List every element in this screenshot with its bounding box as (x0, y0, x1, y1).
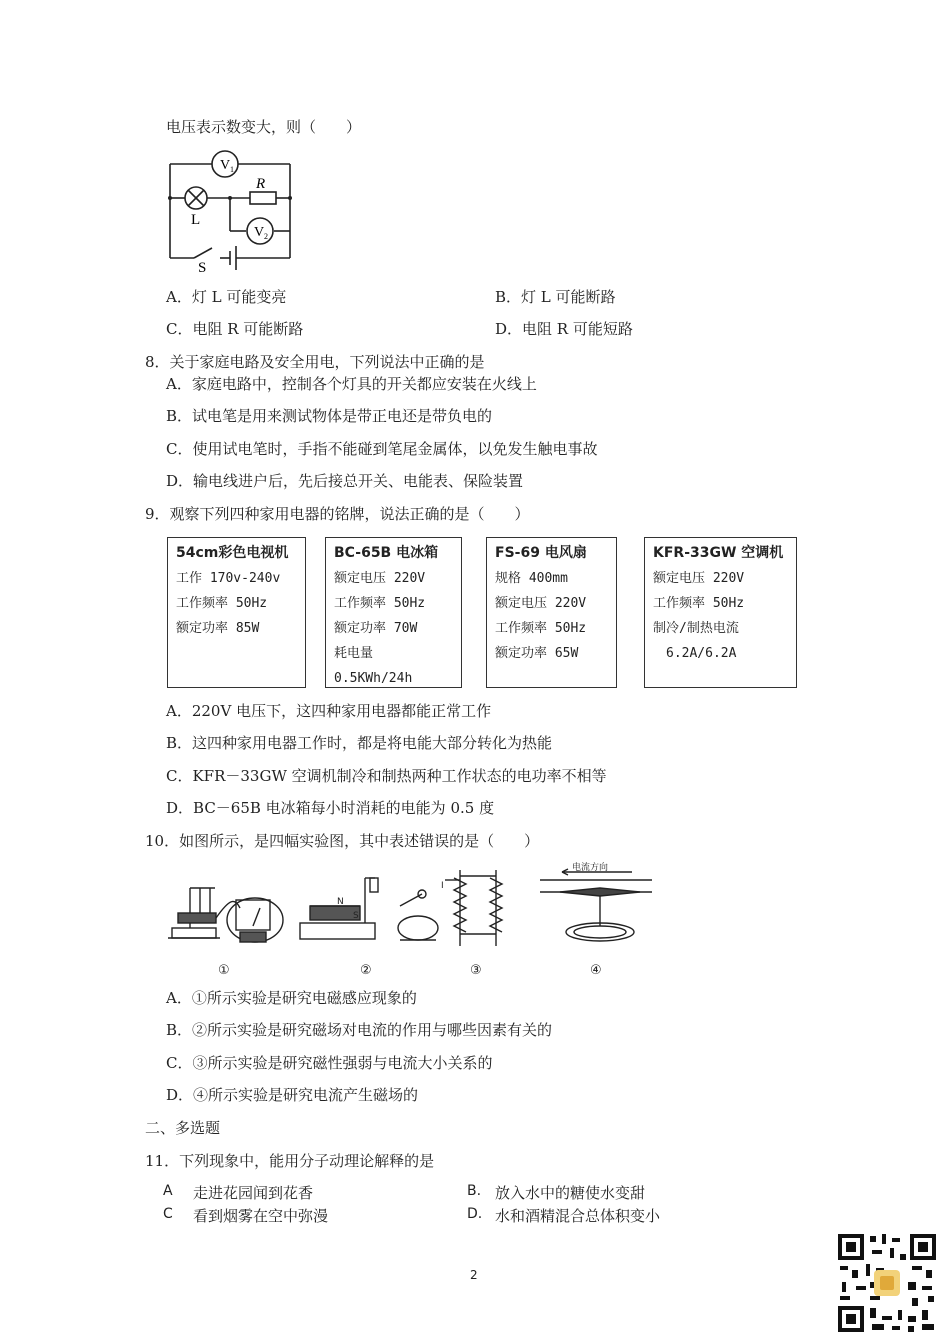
nameplate-line: 额定电压 220V (334, 571, 426, 586)
q8-option-b: B．试电笔是用来测试物体是带正电还是带负电的 (166, 407, 493, 425)
nameplate-line: 制冷/制热电流 (653, 621, 739, 636)
switch-label: S (198, 260, 207, 276)
nameplate-line: 6.2A/6.2A (653, 646, 737, 661)
q9-option-c: C．KFR－33GW 空调机制冷和制热两种工作状态的电功率不相等 (166, 767, 607, 785)
q7-option-a: A．灯 L 可能变亮 (166, 288, 287, 306)
q7-option-d: D．电阻 R 可能短路 (495, 320, 633, 338)
nameplate-line: 额定功率 70W (334, 621, 418, 636)
q8-option-a: A．家庭电路中，控制各个灯具的开关都应安装在火线上 (166, 375, 537, 393)
q10-stem: 10．如图所示，是四幅实验图，其中表述错误的是（ ） (145, 832, 540, 850)
section-title: 二、多选题 (145, 1119, 221, 1137)
nameplate-line: 工作 170v-240v (176, 571, 281, 586)
q7-option-c: C．电阻 R 可能断路 (166, 320, 304, 338)
nameplate-line: 额定电压 220V (653, 571, 745, 586)
page-number: 2 (470, 1268, 478, 1282)
nameplate-tv (167, 537, 306, 688)
nameplate-line: 工作频率 50Hz (176, 596, 268, 611)
nameplate-line: 规格 400mm (495, 571, 568, 586)
q7-option-b: B．灯 L 可能断路 (495, 288, 616, 306)
fig4-caption: 电流方向 (572, 863, 609, 873)
q11-option-b-text: 放入水中的糖使水变甜 (495, 1184, 646, 1202)
q8-option-d: D．输电线进户后，先后接总开关、电能表、保险装置 (166, 472, 524, 490)
qr-code (836, 1232, 938, 1334)
q9-option-a: A．220V 电压下，这四种家用电器都能正常工作 (166, 702, 492, 720)
nameplate-line: 额定电压 220V (495, 596, 587, 611)
q9-option-b: B．这四种家用电器工作时，都是将电能大部分转化为热能 (166, 734, 553, 752)
q8-option-c: C．使用试电笔时，手指不能碰到笔尾金属体，以免发生触电事故 (166, 440, 598, 458)
figure-label-1: ① (218, 963, 230, 978)
q11-option-c-text: 看到烟雾在空中弥漫 (193, 1207, 329, 1225)
q10-option-b: B．②所示实验是研究磁场对电流的作用与哪些因素有关的 (166, 1021, 553, 1039)
q7-stem-tail: 电压表示数变大，则（ ） (166, 118, 362, 136)
nameplate-fan (486, 537, 617, 688)
resistor-label: R (256, 176, 266, 192)
v1-sub: 1 (230, 165, 234, 174)
nameplate-line: 额定功率 85W (176, 621, 260, 636)
q11-stem: 11．下列现象中，能用分子动理论解释的是 (145, 1152, 435, 1170)
nameplate-title: FS-69 电风扇 (495, 545, 587, 561)
q11-option-a-letter: A (163, 1183, 173, 1199)
q11-option-d-letter: D. (467, 1206, 483, 1222)
v1-label: V (220, 158, 231, 173)
nameplate-line: 工作频率 50Hz (334, 596, 426, 611)
q11-option-d-text: 水和酒精混合总体积变小 (495, 1207, 661, 1225)
q7-circuit-diagram (160, 148, 300, 278)
figure-label-2: ② (360, 963, 372, 978)
nameplate-line: 工作频率 50Hz (495, 621, 587, 636)
nameplate-title: KFR-33GW 空调机 (653, 545, 784, 561)
nameplate-title: 54cm彩色电视机 (176, 545, 289, 561)
q11-option-c-letter: C (163, 1206, 173, 1222)
nameplate-line: 工作频率 50Hz (653, 596, 745, 611)
fig2-letter-n: N (337, 897, 344, 907)
q8-stem: 8．关于家庭电路及安全用电，下列说法中正确的是 (145, 353, 485, 371)
q10-experiment-figures (160, 858, 660, 980)
q11-option-a-text: 走进花园闻到花香 (193, 1184, 314, 1202)
nameplate-aircon (644, 537, 797, 688)
q9-option-d: D．BC－65B 电冰箱每小时消耗的电能为 0.5 度 (166, 799, 495, 817)
figure-label-4: ④ (590, 963, 602, 978)
q9-stem: 9．观察下列四种家用电器的铭牌，说法正确的是（ ） (145, 505, 530, 523)
v2-sub: 2 (264, 232, 268, 241)
lamp-label: L (191, 212, 201, 228)
nameplate-line: 耗电量 (334, 646, 374, 661)
fig2-letter-s: S (353, 911, 359, 921)
q11-option-b-letter: B. (467, 1183, 482, 1199)
q10-option-c: C．③所示实验是研究磁性强弱与电流大小关系的 (166, 1054, 493, 1072)
q10-option-d: D．④所示实验是研究电流产生磁场的 (166, 1086, 419, 1104)
v2-label: V (254, 225, 265, 240)
nameplate-line: 额定功率 65W (495, 646, 579, 661)
figure-label-3: ③ (470, 963, 482, 978)
q10-option-a: A．①所示实验是研究电磁感应现象的 (166, 989, 417, 1007)
fig3-letter-i: I (441, 881, 444, 891)
nameplate-line: 0.5KWh/24h (334, 671, 413, 686)
nameplate-fridge (325, 537, 462, 688)
nameplate-title: BC-65B 电冰箱 (334, 545, 439, 561)
